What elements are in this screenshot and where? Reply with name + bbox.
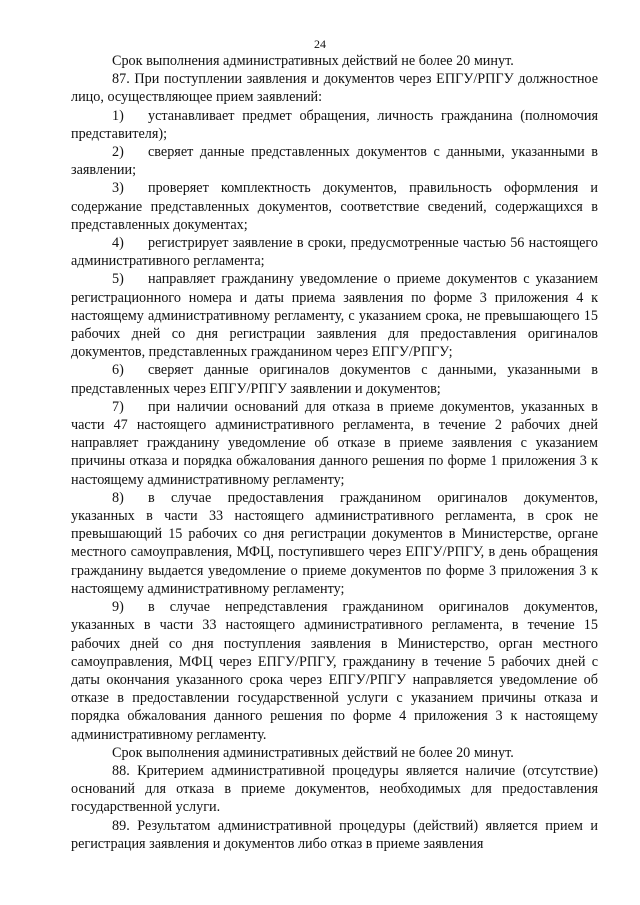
list-item-number: 3) bbox=[112, 180, 124, 197]
list-item-text: сверяет данные оригиналов документов с данными, указанными в представленных через ЕПГУ/РПГУ заявлении и документов; bbox=[71, 362, 598, 397]
list-item bbox=[71, 179, 598, 234]
list-item-number: 5) bbox=[112, 271, 124, 288]
paragraph-deadline: Срок выполнения административных действий не более 20 минут. bbox=[112, 53, 514, 69]
list-item-text: проверяет комплектность документов, правильность оформления и содержание представленных документов, соответствие сведений, содержащихся в представленных документах; bbox=[71, 180, 598, 233]
list-item-number: 8) bbox=[112, 489, 124, 506]
list-item bbox=[71, 234, 598, 270]
paragraph-89: 89. Результатом административной процедуры (действий) является прием и регистрация заявления и документов либо отказ в приеме заявления bbox=[71, 817, 598, 852]
list-item-number: 6) bbox=[112, 362, 124, 379]
list-item bbox=[71, 270, 598, 361]
list-item-text: при наличии оснований для отказа в приеме документов, указанных в части 47 настоящего административного регламента, в течение 2 рабочих дней направляет гражданину уведомление об отказе в приеме заявления с указанием причины отказа и порядка обжалования данного решения по форме 1 приложения 3 к настоящему административному регламенту; bbox=[71, 398, 598, 488]
list-item bbox=[71, 361, 598, 397]
list-item bbox=[71, 598, 598, 744]
list-item-number: 1) bbox=[112, 107, 124, 124]
list-item-text: устанавливает предмет обращения, личность гражданина (полномочия представителя); bbox=[71, 107, 598, 142]
paragraph-87: 87. При поступлении заявления и документов через ЕПГУ/РПГУ должностное лицо, осуществляющее прием заявлений: bbox=[71, 71, 598, 106]
list-item-text: сверяет данные представленных документов с данными, указанными в заявлении; bbox=[71, 144, 598, 179]
list-item-number: 4) bbox=[112, 235, 124, 252]
list-item bbox=[71, 143, 598, 179]
list-item-text: направляет гражданину уведомление о приеме документов с указанием регистрационного номера и даты приема заявления по форме 3 приложения 4 к настоящему административному регламенту, с указанием срока, не превышающего 15 рабочих дней со дня регистрации заявления для предоставления оригиналов документов, представленных гражданином через ЕПГУ/РПГУ; bbox=[71, 271, 598, 361]
list-item-text: в случае непредставления гражданином оригиналов документов, указанных в части 33 настоящего административного регламента, в течение 15 рабочих дней со дня поступления заявления в Министерство, орган местного самоуправления, МФЦ через ЕПГУ/РПГУ, гражданину в течение 5 рабочих дней с даты окончания указанного срока через ЕПГУ/РПГУ направляется уведомление об отказе в предоставлении государственной услуги с указанием причины отказа и порядка обжалования данного решения по форме 4 приложения 3 к настоящему административному регламенту. bbox=[71, 599, 598, 743]
list-item bbox=[71, 107, 598, 143]
paragraph-deadline-2: Срок выполнения административных действий не более 20 минут. bbox=[112, 744, 514, 761]
list-item-number: 9) bbox=[112, 599, 124, 616]
list-item-number: 2) bbox=[112, 144, 124, 161]
paragraph-88: 88. Критерием административной процедуры является наличие (отсутствие) оснований для отказа в приеме документов, необходимых для предоставления государственной услуги. bbox=[71, 762, 598, 816]
list-item bbox=[71, 398, 598, 489]
list-item-number: 7) bbox=[112, 398, 124, 415]
list-item-text: регистрирует заявление в сроки, предусмотренные частью 56 настоящего административного регламента; bbox=[71, 235, 598, 270]
list-item bbox=[71, 489, 598, 598]
page-number: 24 bbox=[314, 37, 326, 51]
document-body bbox=[71, 52, 598, 853]
list-item-text: в случае предоставления гражданином оригиналов документов, указанных в части 33 настоящего административного регламента, в срок не превышающий 15 рабочих со дня регистрации документов в Министерстве, органе местного самоуправления, МФЦ, поступившего через ЕПГУ/РПГУ, в день обращения гражданину выдается уведомление о приеме документов по форме 3 приложения 3 к настоящему административному регламенту; bbox=[71, 489, 598, 597]
